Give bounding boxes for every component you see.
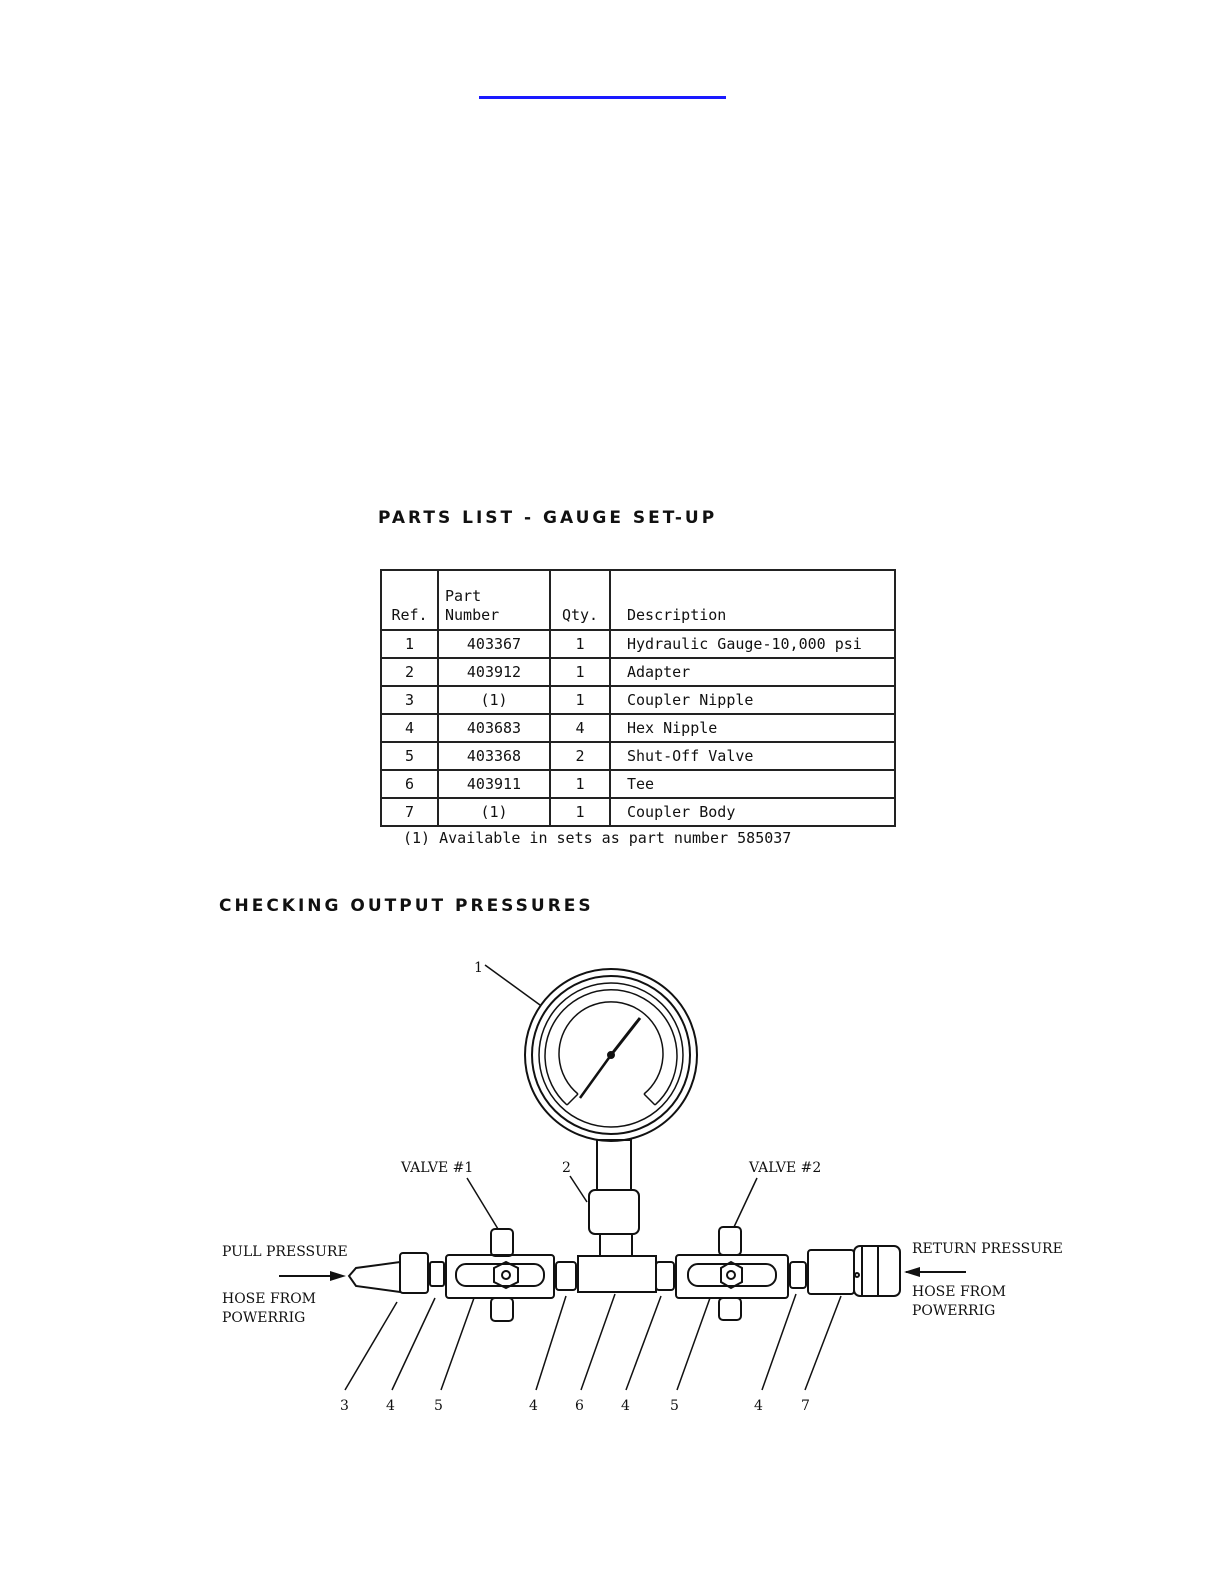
row-description: Adapter [610, 658, 895, 686]
row-part-number: (1) [438, 798, 550, 826]
return-pressure-label: RETURN PRESSURE [912, 1241, 1063, 1257]
row-ref: 7 [381, 798, 438, 826]
pull-arrow-icon [330, 1271, 346, 1281]
row-part-number: 403368 [438, 742, 550, 770]
checking-output-title: CHECKING OUTPUT PRESSURES [219, 896, 594, 916]
header-ref: Ref. [381, 570, 438, 630]
hose-from-left-2: POWERRIG [222, 1310, 306, 1326]
parts-list-title: PARTS LIST - GAUGE SET-UP [378, 508, 718, 528]
header-part-line1: Part [445, 587, 482, 605]
callout-5b: 5 [670, 1398, 679, 1414]
header-part-line2: Number [445, 606, 500, 624]
coupler-body-icon [808, 1246, 900, 1296]
table-row [381, 658, 895, 686]
hose-from-right-2: POWERRIG [912, 1303, 996, 1319]
table-row [381, 686, 895, 714]
table-row [381, 798, 895, 826]
row-part-number: (1) [438, 686, 550, 714]
adapter-hex-icon [589, 1190, 639, 1234]
table-row [381, 770, 895, 798]
callout-1: 1 [474, 960, 483, 976]
row-qty: 1 [550, 770, 610, 798]
coupler-nipple-icon [349, 1262, 400, 1292]
pull-pressure-label: PULL PRESSURE [222, 1244, 348, 1260]
header-description: Description [610, 570, 895, 630]
row-qty: 1 [550, 630, 610, 658]
table-row [381, 714, 895, 742]
callout-7: 7 [801, 1398, 810, 1414]
header-part-number [438, 570, 550, 630]
callout-4b: 4 [529, 1398, 538, 1414]
row-qty: 1 [550, 798, 610, 826]
callout-4c: 4 [621, 1398, 630, 1414]
pressure-gauge-icon [525, 969, 697, 1141]
row-description: Hydraulic Gauge-10,000 psi [610, 630, 895, 658]
valve-2-label: VALVE #2 [749, 1160, 822, 1176]
row-description: Hex Nipple [610, 714, 895, 742]
table-footnote: (1) Available in sets as part number 585037 [403, 829, 792, 847]
callout-5a: 5 [434, 1398, 443, 1414]
row-ref: 3 [381, 686, 438, 714]
row-description: Tee [610, 770, 895, 798]
header-qty: Qty. [550, 570, 610, 630]
row-part-number: 403367 [438, 630, 550, 658]
top-link-underline[interactable] [479, 96, 726, 99]
bottom-callouts [340, 1398, 810, 1414]
tee-icon [578, 1256, 656, 1292]
row-ref: 2 [381, 658, 438, 686]
row-ref: 5 [381, 742, 438, 770]
row-ref: 4 [381, 714, 438, 742]
row-part-number: 403911 [438, 770, 550, 798]
row-qty: 2 [550, 742, 610, 770]
row-ref: 1 [381, 630, 438, 658]
valve-1-label: VALVE #1 [401, 1160, 474, 1176]
row-ref: 6 [381, 770, 438, 798]
row-part-number: 403683 [438, 714, 550, 742]
callout-4a: 4 [386, 1398, 395, 1414]
hose-from-left-1: HOSE FROM [222, 1291, 317, 1307]
callout-6: 6 [575, 1398, 584, 1414]
row-description: Coupler Nipple [610, 686, 895, 714]
return-arrow-icon [904, 1267, 920, 1277]
row-part-number: 403912 [438, 658, 550, 686]
gauge-stem [597, 1140, 631, 1190]
gauge-setup-diagram [0, 930, 1225, 1430]
row-qty: 1 [550, 658, 610, 686]
row-qty: 4 [550, 714, 610, 742]
callout-3: 3 [340, 1398, 349, 1414]
parts-table [380, 569, 896, 827]
shut-off-valve-2-icon [676, 1227, 788, 1320]
row-qty: 1 [550, 686, 610, 714]
hex-nipple-icon [400, 1253, 428, 1293]
callout-2: 2 [562, 1160, 571, 1176]
row-description: Shut-Off Valve [610, 742, 895, 770]
table-row [381, 742, 895, 770]
hose-from-right-1: HOSE FROM [912, 1284, 1007, 1300]
shut-off-valve-1-icon [446, 1229, 554, 1321]
tee-top [600, 1234, 632, 1256]
callout-4d: 4 [754, 1398, 763, 1414]
row-description: Coupler Body [610, 798, 895, 826]
leader-lines [345, 965, 841, 1390]
table-header-row [381, 570, 895, 630]
table-row [381, 630, 895, 658]
